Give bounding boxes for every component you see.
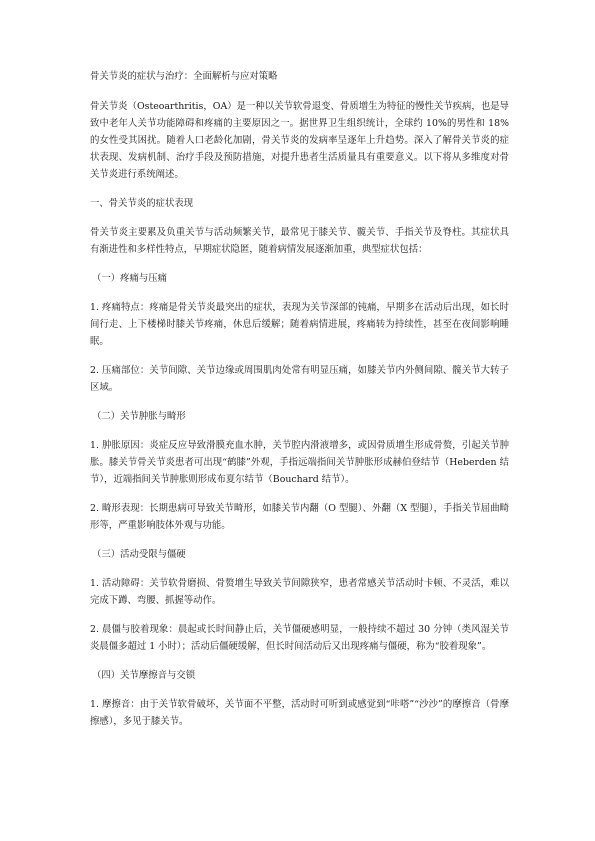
deformity-paragraph: 2. 畸形表现：长期患病可导致关节畸形，如膝关节内翻（O 型腿）、外翻（X 型腿），手指关节屈曲畸形等，严重影响肢体外观与功能。 <box>90 503 509 531</box>
swelling-cause-paragraph: 1. 肿胀原因：炎症反应导致滑膜充血水肿，关节腔内滑液增多，或因骨质增生形成骨赘，引起关节肿胀。膝关节骨关节炎患者可出现“鹤膝”外观，手指远端指间关节肿胀形成赫伯登结节（Heberden 结节），近端指间关节肿胀则形成布夏尔结节（Bouchard 结节）。 <box>90 440 509 485</box>
section-heading-symptoms: 一、骨关节炎的症状表现 <box>90 198 194 209</box>
subsection-heading-crepitus: （四）关节摩擦音与交锁 <box>92 670 196 681</box>
tenderness-paragraph: 2. 压痛部位：关节间隙、关节边缘或周围肌肉处常有明显压痛，如膝关节内外侧间隙、髋关节大转子区域。 <box>90 365 509 393</box>
morning-stiffness-paragraph: 2. 晨僵与胶着现象：晨起或长时间静止后，关节僵硬感明显，一般持续不超过 30 分钟（类风湿关节炎晨僵多超过 1 小时）；活动后僵硬缓解，但长时间活动后又出现疼痛与僵硬，称为“胶着现象”。 <box>90 624 509 652</box>
subsection-heading-pain: （一）疼痛与压痛 <box>92 273 168 284</box>
crepitus-paragraph: 1. 摩擦音：由于关节软骨破坏，关节面不平整，活动时可听到或感觉到“咔嗒”“沙沙”的摩擦音（骨摩擦感），多见于膝关节。 <box>90 699 509 727</box>
intro-paragraph: 骨关节炎（Osteoarthritis，OA）是一种以关节软骨退变、骨质增生为特征的慢性关节疾病，也是导致中老年人关节功能障碍和疼痛的主要原因之一。据世界卫生组织统计，全球约 10%的男性和 18%的女性受其困扰。随着人口老龄化加剧，骨关节炎的发病率呈逐年上升趋势。深入了解骨关节炎的症状表现、发病机制、治疗手段及预防措施，对提升患者生活质量具有重要意义。以下将从多维度对骨关节炎进行系统阐述。 <box>90 101 509 180</box>
subsection-heading-swelling: （二）关节肿胀与畸形 <box>92 411 186 422</box>
document-title: 骨关节炎的症状与治疗：全面解析与应对策略 <box>90 71 278 82</box>
subsection-heading-stiffness: （三）活动受限与僵硬 <box>92 549 186 560</box>
activity-limit-paragraph: 1. 活动障碍：关节软骨磨损、骨赘增生导致关节间隙狭窄，患者常感关节活动时卡顿、不灵活，难以完成下蹲、弯腰、抓握等动作。 <box>90 578 509 606</box>
section-intro-paragraph: 骨关节炎主要累及负重关节与活动频繁关节，最常见于膝关节、髋关节、手指关节及脊柱。其症状具有渐进性和多样性特点，早期症状隐匿，随着病情发展逐渐加重，典型症状包括： <box>90 227 509 255</box>
pain-characteristics-paragraph: 1. 疼痛特点：疼痛是骨关节炎最突出的症状，表现为关节深部的钝痛，早期多在活动后出现，如长时间行走、上下楼梯时膝关节疼痛，休息后缓解；随着病情进展，疼痛转为持续性，甚至在夜间影响睡眠。 <box>90 302 509 347</box>
